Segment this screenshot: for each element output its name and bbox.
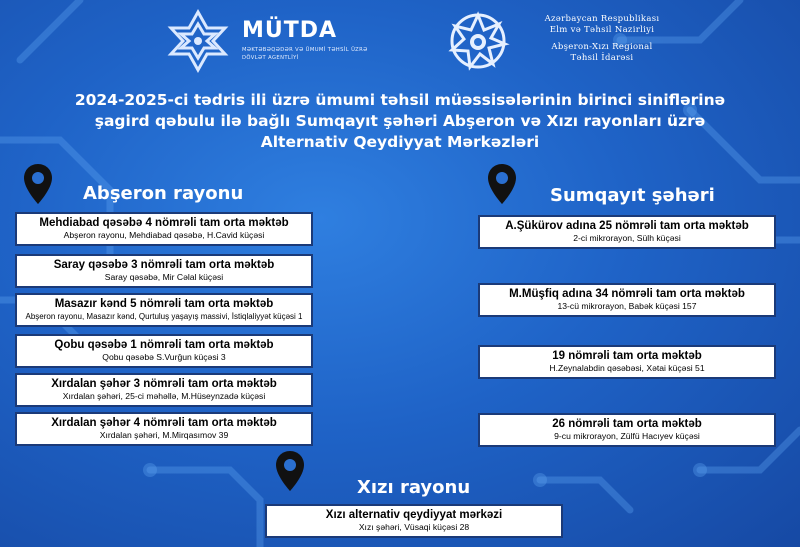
map-pin-icon [22, 163, 54, 205]
ministry-line-1: Azərbaycan Respublikası [544, 14, 660, 24]
absheron-title: Abşeron rayonu [83, 183, 244, 204]
header [0, 0, 800, 85]
ministry-line-2: Elm və Təhsil Nazirliyi [549, 25, 655, 35]
agency-subtitle: MƏKTƏBƏQƏDƏR VƏ ÜMUMİ TƏHSİL ÜZRƏ DÖVLƏT AGENTLİYİ [242, 47, 368, 61]
list-item [15, 412, 313, 446]
school-address: 9-cu mikrorayon, Zülfü Hacıyev küçəsi [554, 431, 700, 441]
map-pin-icon [486, 163, 518, 205]
list-item [478, 345, 776, 379]
school-name: 26 nömrəli tam orta məktəb [552, 418, 702, 430]
mutda-logo-icon [163, 6, 233, 76]
list-item [15, 212, 313, 246]
school-address: Saray qəsəbə, Mir Cəlal küçəsi [104, 272, 224, 282]
list-item [15, 254, 313, 288]
ministry-block [522, 14, 682, 64]
list-item [265, 504, 563, 538]
title-line-2: şagird qəbulu ilə bağlı Sumqayıt şəhəri Abşeron və Xızı rayonları üzrə [94, 112, 706, 130]
list-item [478, 283, 776, 317]
school-name: Mehdiabad qəsəbə 4 nömrəli tam orta məktəb [39, 217, 289, 229]
school-address: H.Zeynalabdin qəsəbəsi, Xətai küçəsi 51 [549, 363, 705, 373]
school-address: Qobu qəsəbə S.Vurğun küçəsi 3 [102, 352, 226, 362]
school-address: Abşeron rayonu, Mehdiabad qəsəbə, H.Cavid küçəsi [63, 230, 265, 240]
school-address: Xırdalan şəhəri, M.Mirqasımov 39 [99, 430, 229, 440]
school-name: A.Şükürov adına 25 nömrəli tam orta məktəb [505, 220, 749, 232]
school-name: Xızı alternativ qeydiyyat mərkəzi [325, 509, 503, 521]
office-line-2: Təhsil İdarəsi [570, 53, 634, 63]
school-name: Xırdalan şəhər 4 nömrəli tam orta məktəb [51, 417, 277, 429]
list-item [478, 215, 776, 249]
title-line-1: 2024-2025-ci tədris ili üzrə ümumi təhsil müəssisələrinin birinci siniflərinə [74, 91, 726, 109]
school-name: Masazır kənd 5 nömrəli tam orta məktəb [54, 298, 274, 310]
school-name: Qobu qəsəbə 1 nömrəli tam orta məktəb [54, 339, 274, 351]
list-item [478, 413, 776, 447]
school-name: Saray qəsəbə 3 nömrəli tam orta məktəb [53, 259, 275, 271]
list-item [15, 293, 313, 327]
school-name: M.Müşfiq adına 34 nömrəli tam orta məktəb [509, 288, 745, 300]
ministry-emblem-icon [443, 6, 513, 76]
school-address: Abşeron rayonu, Masazır kənd, Qurtuluş yaşayış massivi, İstiqlaliyyət küçəsi 1 [25, 312, 303, 321]
agency-name: MÜTDA [242, 18, 338, 43]
list-item [15, 334, 313, 368]
xizi-title: Xızı rayonu [357, 477, 471, 498]
school-address: 2-ci mikrorayon, Sülh küçəsi [573, 233, 681, 243]
school-address: Xırdalan şəhəri, 25-ci məhəllə, M.Hüseynzadə küçəsi [62, 391, 266, 401]
school-address: Xızı şəhəri, Vüsaqi küçəsi 28 [358, 522, 470, 532]
office-line-1: Abşeron-Xızı Regional [551, 42, 653, 52]
list-item [15, 373, 313, 407]
sumqayit-title: Sumqayıt şəhəri [550, 185, 715, 206]
page-title [20, 90, 780, 153]
school-name: 19 nömrəli tam orta məktəb [552, 350, 702, 362]
map-pin-icon [274, 450, 306, 492]
title-line-3: Alternativ Qeydiyyat Mərkəzləri [260, 133, 540, 151]
school-name: Xırdalan şəhər 3 nömrəli tam orta məktəb [51, 378, 277, 390]
school-address: 13-cü mikrorayon, Babək küçəsi 157 [557, 301, 697, 311]
